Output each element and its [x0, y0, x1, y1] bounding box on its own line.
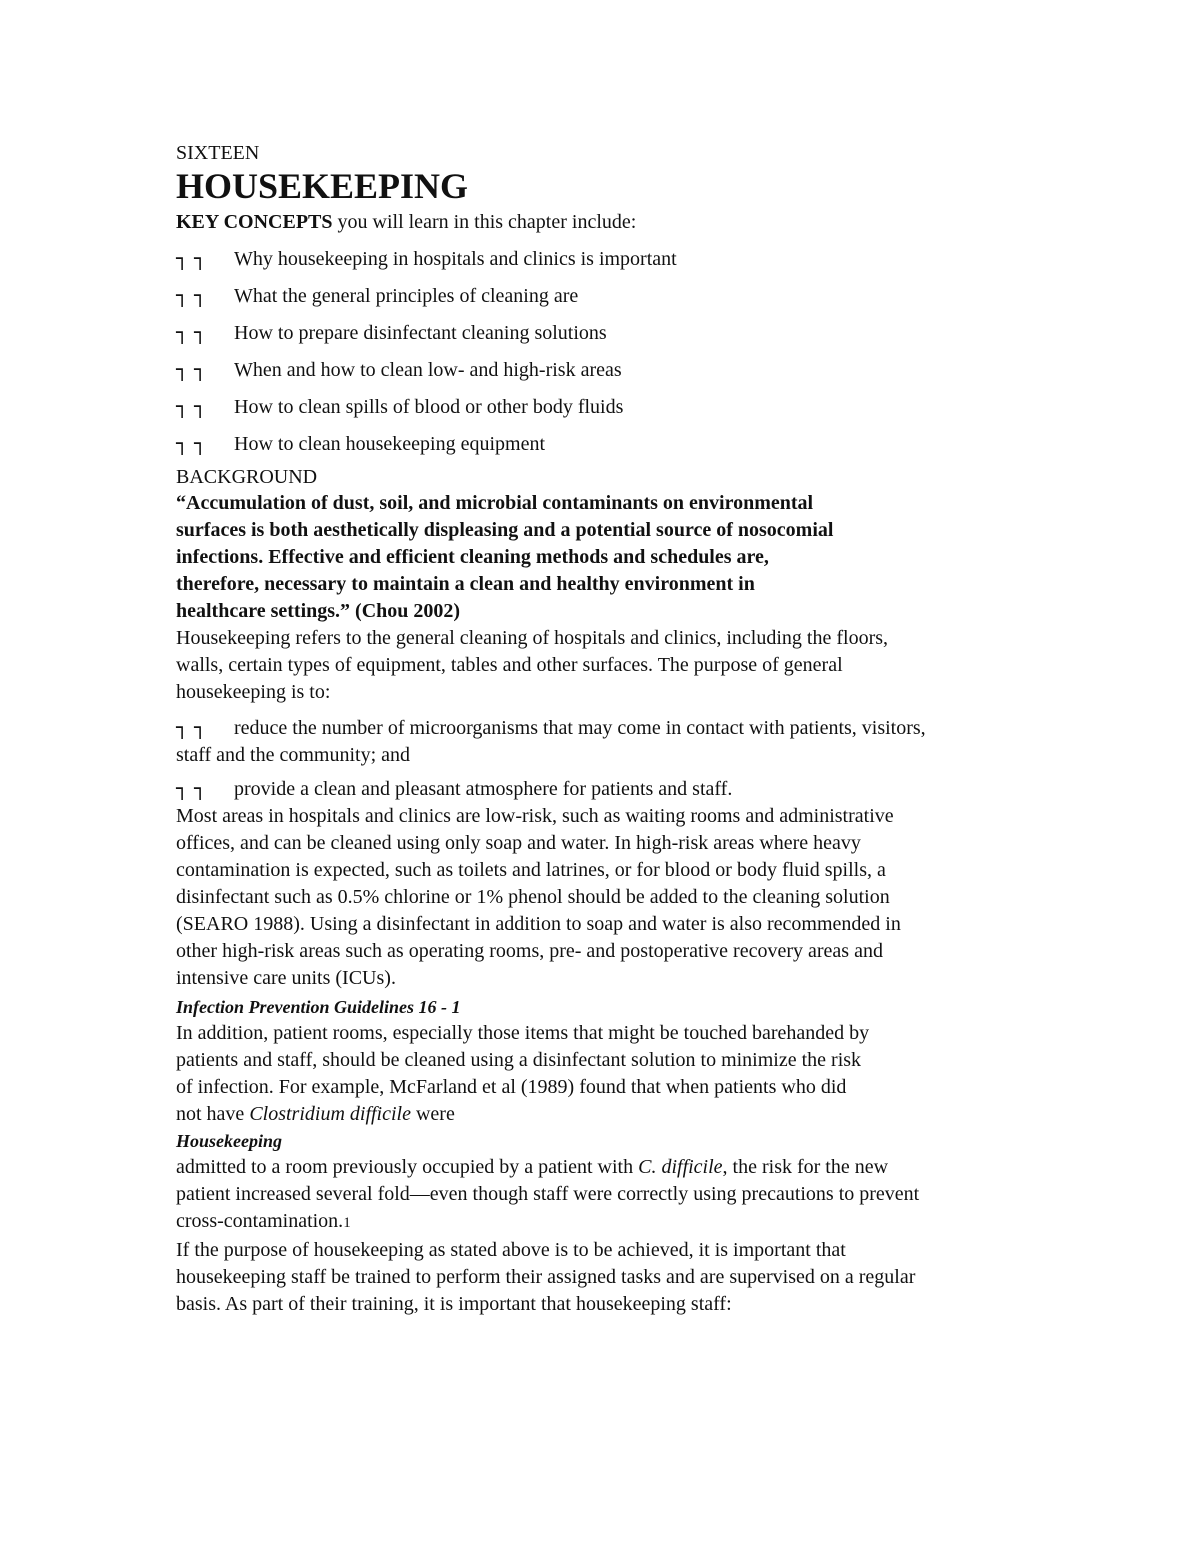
- chou-quote: “Accumulation of dust, soil, and microbial contaminants on environmental surfaces is both aesthetically displeasing and a potential source of nosocomial infections. Effective and efficient cleaning methods and schedules are, therefore, necessary to maintain a clean and healthy environment in healthcare settings.” (Chou 2002): [176, 492, 834, 622]
- list-item-text: How to clean spills of blood or other body fluids: [234, 396, 624, 418]
- bullet-icon: ┐┐: [176, 715, 213, 739]
- background-heading: BACKGROUND: [176, 466, 318, 488]
- list-item-text: reduce the number of microorganisms that may come in contact with patients, visitors, staff and the community; and: [176, 717, 926, 766]
- list-item: [176, 714, 936, 769]
- housekeeping-definition-paragraph: Housekeeping refers to the general cleaning of hospitals and clinics, including the floors, walls, certain types of equipment, tables and other surfaces. The purpose of general housekeeping is to:: [176, 627, 889, 703]
- organism-short-name: C. difficile: [638, 1156, 723, 1178]
- bullet-icon: ┐┐: [176, 246, 213, 270]
- document-page: [176, 140, 936, 1318]
- key-concepts-list: [176, 240, 936, 462]
- list-item: [176, 240, 936, 277]
- running-head: Housekeeping: [176, 1131, 282, 1151]
- chapter-number: SIXTEEN: [176, 142, 260, 164]
- footnote-reference: 1: [343, 1215, 351, 1231]
- list-item: [176, 314, 936, 351]
- list-item: [176, 351, 936, 388]
- key-concepts-intro: [176, 208, 936, 236]
- continued-paragraph: [176, 1154, 936, 1237]
- list-item-text: When and how to clean low- and high-risk areas: [234, 359, 622, 381]
- bullet-icon: ┐┐: [176, 431, 213, 455]
- risk-areas-paragraph: Most areas in hospitals and clinics are low-risk, such as waiting rooms and administrative offices, and can be cleaned using only soap and water. In high-risk areas where heavy contamination is expected, such as toilets and latrines, or for blood or body fluid spills, a disinfectant such as 0.5% chlorine or 1% phenol should be added to the cleaning solution (SEARO 1988). Using a disinfectant in addition to soap and water is also recommended in other high-risk areas such as operating rooms, pre- and postoperative recovery areas and intensive care units (ICUs).: [176, 805, 901, 989]
- list-item-text: How to prepare disinfectant cleaning solutions: [234, 322, 607, 344]
- patient-rooms-text: In addition, patient rooms, especially those items that might be touched barehanded by patients and staff, should be cleaned using a disinfectant solution to minimize the risk of infection. For example, McFarland et al (1989) found that when patients who did not have: [176, 1022, 870, 1125]
- list-item-text: provide a clean and pleasant atmosphere for patients and staff.: [234, 778, 733, 800]
- bullet-icon: ┐┐: [176, 320, 213, 344]
- bullet-icon: ┐┐: [176, 283, 213, 307]
- list-item: [176, 425, 936, 462]
- bullet-icon: ┐┐: [176, 776, 213, 800]
- list-item: [176, 277, 936, 314]
- list-item: [176, 775, 936, 803]
- list-item: [176, 388, 936, 425]
- guideline-reference: Infection Prevention Guidelines 16 - 1: [176, 997, 461, 1017]
- purpose-list: [176, 714, 936, 803]
- list-item-text: How to clean housekeeping equipment: [234, 433, 546, 455]
- bullet-icon: ┐┐: [176, 394, 213, 418]
- key-concepts-intro-text: you will learn in this chapter include:: [332, 211, 637, 233]
- list-item-text: What the general principles of cleaning are: [234, 285, 579, 307]
- training-paragraph: If the purpose of housekeeping as stated above is to be achieved, it is important that housekeeping staff be trained to perform their assigned tasks and are supervised on a regular basis. As part of their training, it is important that housekeeping staff:: [176, 1239, 916, 1315]
- chapter-title: HOUSEKEEPING: [176, 166, 469, 206]
- patient-rooms-text-end: were: [410, 1103, 455, 1125]
- key-concepts-label: KEY CONCEPTS: [176, 211, 333, 233]
- list-item-text: Why housekeeping in hospitals and clinics is important: [234, 248, 677, 270]
- bullet-icon: ┐┐: [176, 357, 213, 381]
- continued-text-end: , the risk for the new patient increased several fold—even though staff were correctly using precautions to prevent cross-contamination.: [176, 1156, 920, 1232]
- continued-text: admitted to a room previously occupied by a patient with: [176, 1156, 639, 1178]
- organism-name: Clostridium difficile: [249, 1103, 411, 1125]
- patient-rooms-paragraph: [176, 1020, 876, 1128]
